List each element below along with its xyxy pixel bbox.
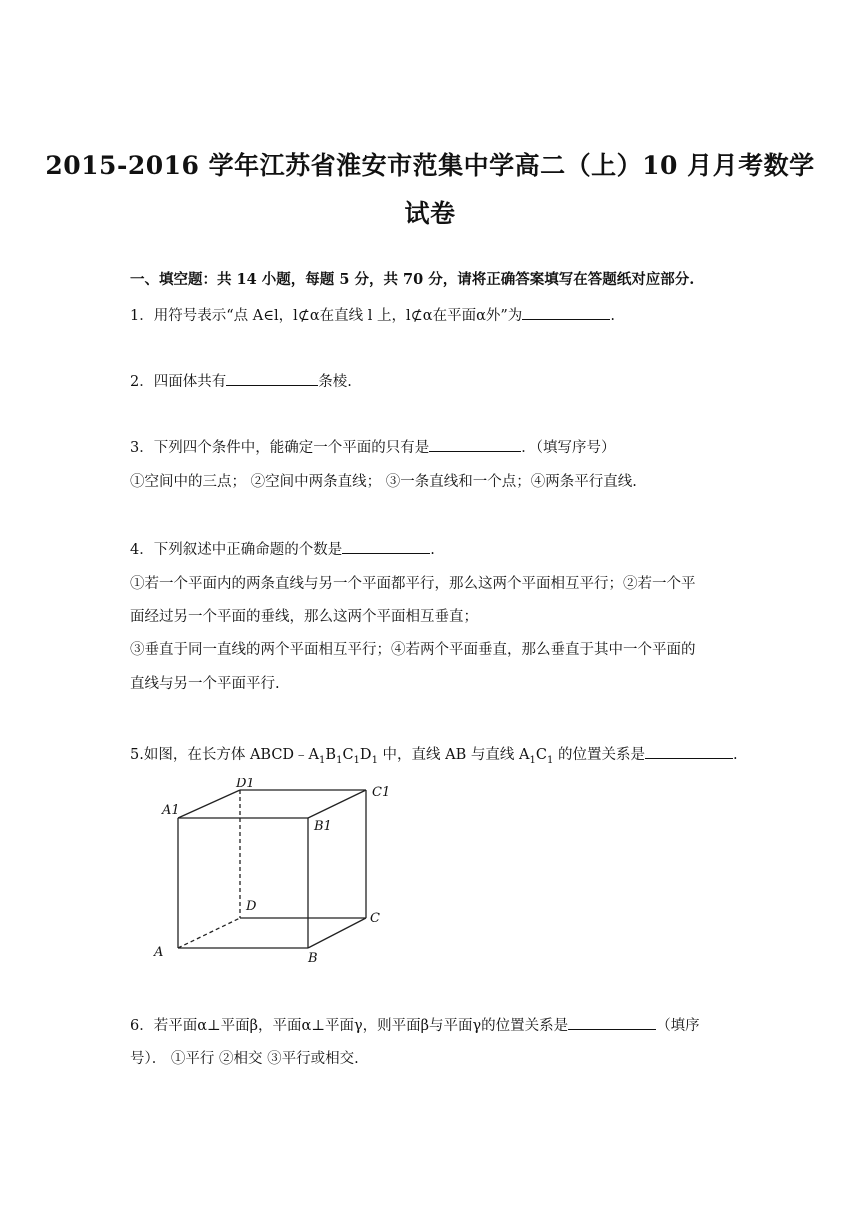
question-5-text-mid: 中，直线 AB 与直线 A [377, 747, 530, 763]
question-4-text: 4．下列叙述中正确命题的个数是 [130, 542, 343, 558]
answer-blank-2[interactable] [226, 371, 318, 386]
question-6-suffix: （填序 [656, 1018, 700, 1034]
subscript: 1 [371, 754, 378, 766]
question-5-text: 5.如图，在长方体 ABCD﹣A [130, 747, 320, 763]
question-2-text: 2．四面体共有 [130, 374, 227, 390]
cuboid-figure [126, 778, 402, 966]
section-heading: 一、填空题：共 14 小题，每题 5 分，共 70 分，请将正确答案填写在答题纸对应部分. [130, 271, 695, 288]
question-5-letter: D [359, 747, 372, 763]
question-4-line-4: 直线与另一个平面平行. [130, 676, 280, 692]
edge-a1d1 [178, 790, 240, 818]
answer-blank-5[interactable] [645, 744, 733, 759]
question-6-options: 号）． ①平行 ②相交 ③平行或相交. [130, 1051, 359, 1067]
question-5-text-end: 的位置关系是 [553, 747, 645, 763]
cuboid-diagram [126, 778, 402, 966]
subscript: 1 [529, 754, 536, 766]
subscript: 1 [546, 754, 554, 766]
question-1 [130, 305, 740, 326]
edge-ad-hidden [178, 918, 240, 948]
question-5-suffix: . [732, 747, 738, 763]
question-4-line-3: ③垂直于同一直线的两个平面相互平行；④若两个平面垂直，那么垂直于其中一个平面的 [130, 642, 696, 658]
label-a: A [154, 945, 164, 960]
label-d1: D1 [236, 778, 255, 791]
edge-b1c1 [308, 790, 366, 818]
label-b1: B1 [314, 819, 332, 834]
answer-blank-4[interactable] [342, 539, 430, 554]
question-5 [130, 744, 740, 771]
question-3 [130, 437, 740, 458]
question-5-letter: C [535, 747, 547, 763]
label-a1: A1 [162, 803, 180, 818]
question-6-text: 6．若平面α⊥平面β，平面α⊥平面γ，则平面β与平面γ的位置关系是 [130, 1018, 569, 1034]
question-5-letter: B [325, 747, 337, 763]
question-4-line-1: ①若一个平面内的两条直线与另一个平面都平行，那么这两个平面相互平行；②若一个平 [130, 576, 696, 592]
question-3-text: 3．下列四个条件中，能确定一个平面的只有是 [130, 440, 430, 456]
question-3-suffix: ．（填写序号） [521, 440, 616, 456]
question-4-suffix: . [430, 542, 435, 558]
answer-blank-6[interactable] [568, 1015, 656, 1030]
label-c: C [370, 911, 380, 926]
question-4-line-2: 面经过另一个平面的垂线，那么这两个平面相互垂直； [130, 609, 478, 625]
document-title-line1: 2015-2016 学年江苏省淮安市范集中学高二（上）10 月月考数学 [45, 151, 815, 180]
question-1-text: 1．用符号表示“点 A∈l，l⊄α在直线 l 上，l⊄α在平面α外”为 [130, 308, 523, 324]
question-3-options: ①空间中的三点； ②空间中两条直线； ③一条直线和一个点；④两条平行直线. [130, 474, 637, 490]
question-2-suffix: 条棱. [318, 374, 352, 390]
answer-blank-1[interactable] [522, 305, 610, 320]
document-title-line2: 试卷 [404, 199, 456, 228]
question-1-suffix: . [610, 308, 615, 324]
label-b: B [308, 951, 318, 966]
label-c1: C1 [372, 785, 391, 800]
subscript: 1 [353, 754, 360, 766]
subscript: 1 [336, 754, 343, 766]
label-d: D [246, 899, 257, 914]
answer-blank-3[interactable] [429, 437, 521, 452]
subscript: 1 [319, 754, 326, 766]
question-5-letter: C [342, 747, 354, 763]
question-2 [130, 371, 740, 392]
question-6 [130, 1015, 740, 1036]
edge-bc [308, 918, 366, 948]
question-4 [130, 539, 740, 560]
